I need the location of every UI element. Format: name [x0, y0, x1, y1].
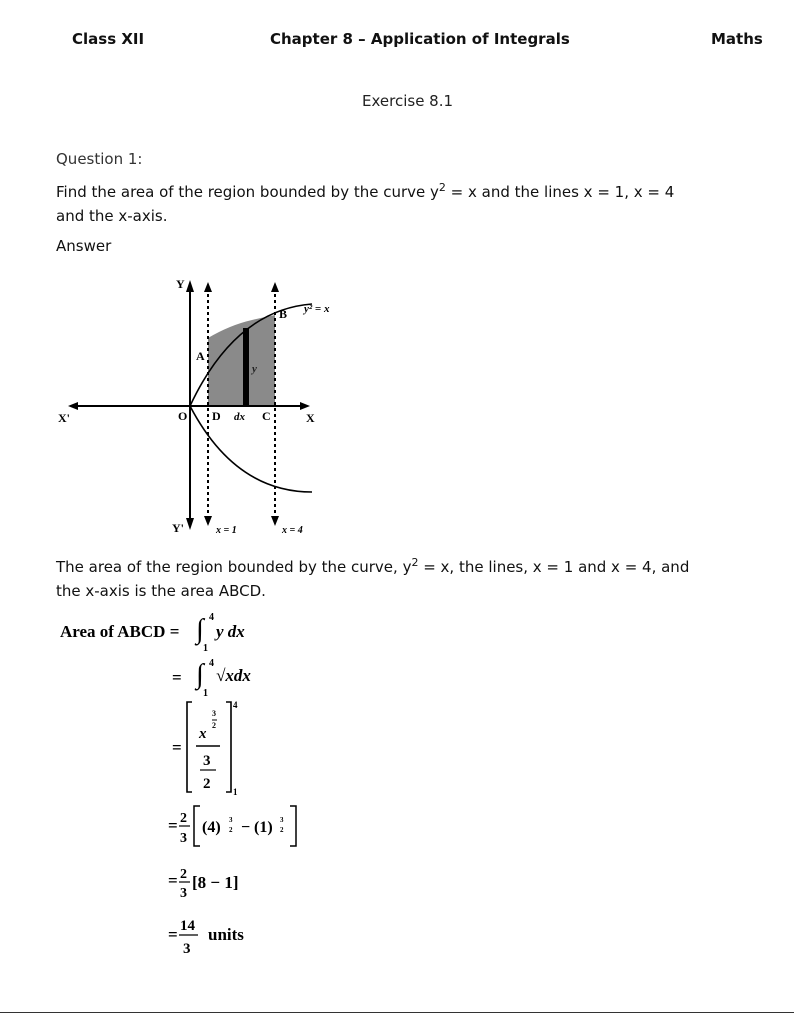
chapter-title: Chapter 8 – Application of Integrals [270, 30, 570, 48]
y-axis-down-arrow [186, 518, 194, 530]
label-b: B [279, 307, 288, 321]
label-dx: dx [234, 411, 245, 423]
subject-label: Maths [711, 30, 763, 48]
eq-5: = [168, 871, 178, 890]
question-text [56, 180, 674, 204]
lower-limit-1: 1 [203, 643, 208, 654]
label-y: Y [176, 277, 185, 291]
explanation-text-b: = x, the lines, x = 1 and x = 4, and [418, 558, 690, 576]
units-label: units [208, 925, 244, 944]
bracket-upper-limit: 4 [233, 700, 238, 710]
explanation-line2: the x-axis is the area ABCD. [56, 582, 266, 600]
exp4-3: 3 [229, 816, 233, 824]
question-text-a: Find the area of the region bounded by the curve y [56, 183, 439, 201]
frac-fourteen: 14 [180, 918, 195, 934]
frac-two-5: 2 [180, 867, 187, 882]
integrand-2: √xdx [216, 666, 251, 685]
frac-2: 2 [203, 776, 211, 792]
eq-3: = [172, 738, 182, 757]
exp4-2: 2 [229, 826, 233, 834]
step6-expression [166, 910, 296, 962]
label-y-neg: Y' [172, 521, 184, 535]
bracket-lower-limit: 1 [233, 787, 238, 796]
frac-three-4: 3 [180, 831, 187, 846]
label-x-neg: X' [58, 411, 70, 425]
label-d: D [212, 409, 221, 423]
question-text-line2: and the x-axis. [56, 207, 168, 225]
right-bracket [226, 702, 231, 792]
label-a: A [196, 349, 205, 363]
integral-sign-1: ∫ [196, 614, 204, 645]
left-bracket [187, 702, 192, 792]
question-text-b: = x and the lines x = 1, x = 4 [445, 183, 675, 201]
integral-sign-2: ∫ [196, 659, 204, 690]
paren-1: (1) [254, 819, 273, 836]
explanation-line1 [56, 555, 689, 579]
upper-limit-1: 4 [209, 612, 214, 623]
left-bracket-4 [194, 806, 200, 846]
exercise-title: Exercise 8.1 [362, 92, 454, 110]
label-curve: y² = x [304, 303, 330, 315]
right-bracket-4 [290, 806, 296, 846]
x-axis-left-arrow [68, 402, 78, 410]
step5-expression [166, 858, 286, 906]
shaded-region [208, 315, 275, 406]
frac-two-4: 2 [180, 811, 187, 826]
area-label: Area of ABCD = [60, 622, 180, 641]
class-label: Class XII [72, 30, 145, 48]
frac-3: 3 [203, 753, 211, 769]
exp1-2: 2 [280, 826, 284, 834]
exp1-3: 3 [280, 816, 284, 824]
eq-2: = [172, 668, 182, 687]
step4-expression [166, 800, 326, 852]
x-axis-right-arrow [300, 402, 310, 410]
label-line-x4: x = 4 [282, 525, 303, 536]
frac-x: x [199, 726, 207, 742]
label-x: X [306, 411, 315, 425]
frac-three-5: 3 [180, 886, 187, 901]
strip [243, 328, 249, 406]
label-c: C [262, 409, 271, 423]
bracket-fraction [184, 698, 244, 796]
upper-limit-2: 4 [209, 658, 214, 669]
line-x1-down-arrow [204, 516, 212, 526]
label-y-strip: y [252, 363, 257, 375]
exp-3: 3 [212, 709, 216, 718]
line-x1-up-arrow [204, 282, 212, 292]
line-x4-up-arrow [271, 282, 279, 292]
y-axis-up-arrow [186, 280, 194, 292]
explanation-exp: 2 [411, 556, 419, 569]
label-origin: O [178, 409, 188, 423]
label-line-x1: x = 1 [216, 525, 237, 536]
area-figure [50, 270, 360, 545]
answer-label: Answer [56, 237, 112, 255]
footer-divider [0, 1012, 794, 1013]
question-exp: 2 [438, 181, 446, 194]
bracket-expr-5: [8 − 1] [192, 873, 239, 892]
line-x4-down-arrow [271, 516, 279, 526]
lower-limit-2: 1 [203, 688, 208, 699]
question-label: Question 1: [56, 150, 143, 168]
frac-three-6: 3 [183, 941, 191, 957]
integrand-1: y dx [216, 622, 245, 641]
eq-4: = [168, 816, 178, 835]
eq-6: = [168, 925, 178, 944]
paren-4: (4) [202, 819, 221, 836]
explanation-text-a: The area of the region bounded by the curve, y [56, 558, 412, 576]
exp-2: 2 [212, 721, 216, 730]
minus-4: − [241, 819, 251, 836]
